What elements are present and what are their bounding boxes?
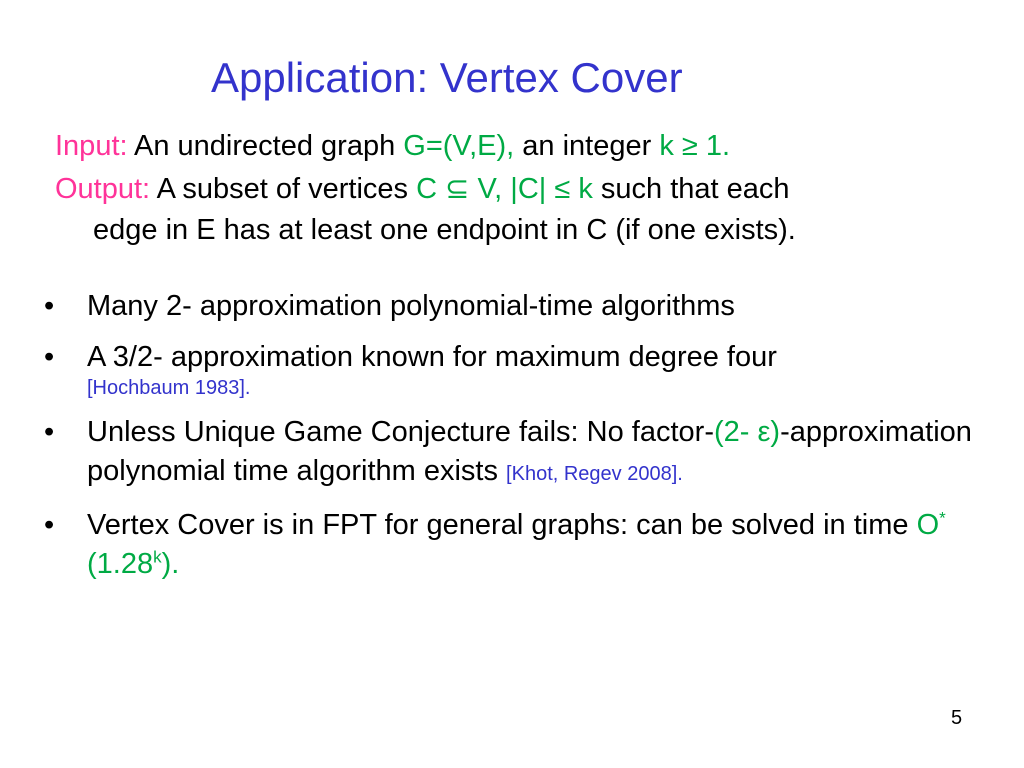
slide-title: Application: Vertex Cover <box>211 54 683 101</box>
output-c: C <box>416 173 438 205</box>
bullet-item <box>44 413 984 494</box>
reference-khot-regev: [Khot, Regev 2008]. <box>506 463 683 485</box>
bullet-item <box>44 338 984 401</box>
input-definition <box>55 129 730 163</box>
runtime-o: O <box>916 509 940 541</box>
subset-symbol: ⊆ <box>445 171 470 205</box>
bullet-marker: • <box>44 341 55 373</box>
output-k: k <box>578 173 593 205</box>
input-text-2: an integer <box>514 130 660 162</box>
bullet-text: Vertex Cover is in FPT for general graphs: can be solved in time <box>87 509 917 541</box>
input-k: k ≥ 1. <box>659 130 731 162</box>
input-graph: G=(V,E), <box>403 130 515 162</box>
output-v: V, |C| ≤ <box>469 173 579 205</box>
output-definition-line-2: edge in E has at least one endpoint in C (if one exists). <box>93 214 796 246</box>
bullet-text: A 3/2- approximation known for maximum degree four <box>87 341 777 373</box>
bullet-item <box>44 506 984 584</box>
page-number: 5 <box>951 707 963 729</box>
output-text-1: A subset of vertices <box>150 173 417 205</box>
bullet-item <box>44 287 984 326</box>
runtime-close: ). <box>161 548 180 580</box>
output-label: Output: <box>55 173 151 205</box>
bullet-text: Unless Unique Game Conjecture fails: No factor- <box>87 416 714 448</box>
output-text-2: such that each <box>592 173 790 205</box>
bullet-marker: • <box>44 416 55 448</box>
bullet-text: -approximation polynomial time algorithm exists <box>87 416 972 487</box>
runtime-base: (1.28 <box>87 548 154 580</box>
input-label: Input: <box>55 130 128 162</box>
approx-factor: (2- ε) <box>713 416 781 448</box>
bullet-list <box>44 287 984 596</box>
input-text-1: An undirected graph <box>127 130 404 162</box>
runtime-star: * <box>939 508 946 528</box>
output-definition <box>55 171 790 206</box>
bullet-marker: • <box>44 509 55 541</box>
runtime-exponent: k <box>153 547 162 567</box>
bullet-marker: • <box>44 290 55 322</box>
reference-hochbaum: [Hochbaum 1983]. <box>87 377 251 399</box>
bullet-text: Many 2- approximation polynomial-time algorithms <box>87 290 735 322</box>
